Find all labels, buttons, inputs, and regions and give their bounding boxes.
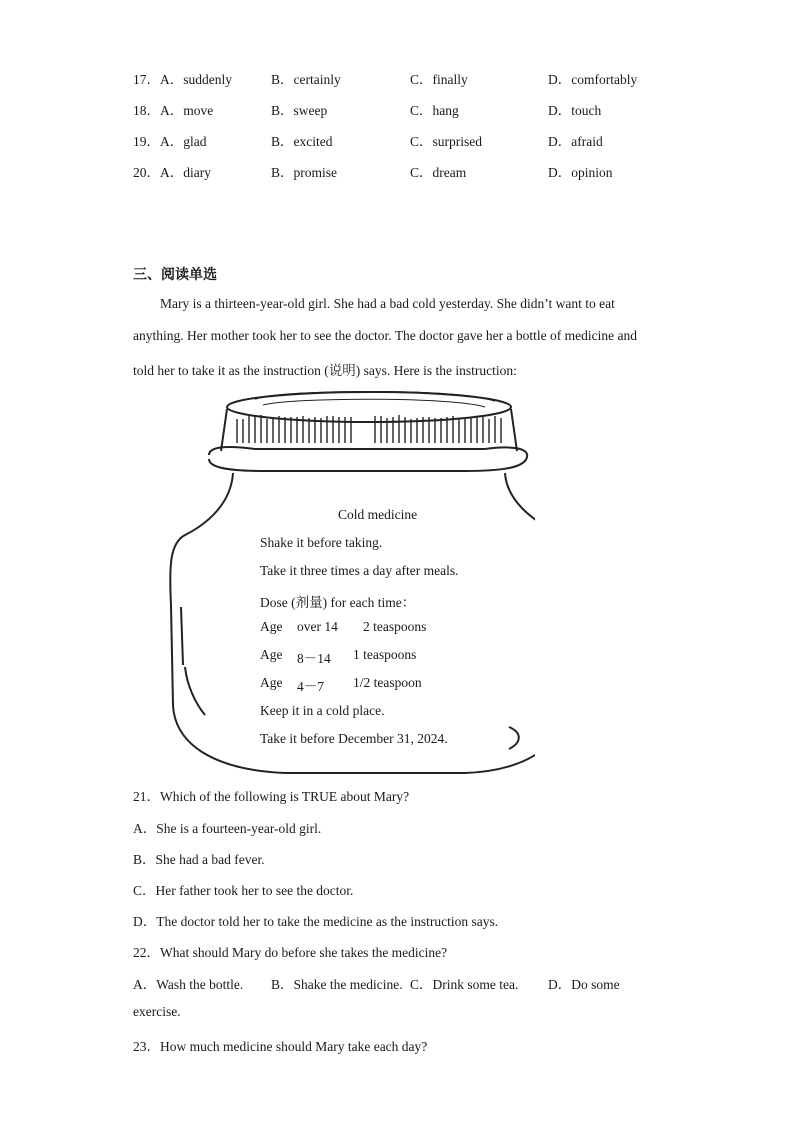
choice-row-19: [133, 130, 693, 150]
question-21-option-b: B．She had a bad fever.: [133, 852, 265, 867]
jar-text-line: Take it three times a day after meals.: [260, 563, 459, 578]
option-d: D．comfortably: [548, 72, 638, 87]
option-b: B．sweep: [271, 103, 328, 118]
dose-row: Age 4－7 1/2 teaspoon: [260, 675, 422, 694]
option-c: C．finally: [410, 72, 468, 87]
option-a: 18．A．move: [133, 103, 214, 118]
question-22-option-a: A．Wash the bottle.: [133, 977, 244, 992]
medicine-jar-illustration: [165, 385, 535, 775]
question-22-option-d: D．Do some: [548, 977, 620, 992]
option-d: D．opinion: [548, 165, 613, 180]
passage-line: anything. Her mother took her to see the doctor. The doctor gave her a bottle of medicine and: [133, 328, 637, 343]
jar-text-line: Take it before December 31, 2024.: [260, 731, 448, 746]
option-a: 20．A．diary: [133, 165, 211, 180]
question-22-option-b: B．Shake the medicine.: [271, 977, 403, 992]
passage-line: told her to take it as the instruction (说明) says. Here is the instruction:: [133, 363, 517, 378]
choice-row-18: [133, 99, 693, 119]
jar-text-line: Keep it in a cold place.: [260, 703, 385, 718]
option-b: B．excited: [271, 134, 333, 149]
question-21-option-a: A．She is a fourteen-year-old girl.: [133, 821, 322, 836]
passage-line: Mary is a thirteen-year-old girl. She had a bad cold yesterday. She didn’t want to eat: [160, 296, 615, 311]
choice-row-17: [133, 68, 693, 88]
dose-row: Age 8－14 1 teaspoons: [260, 647, 417, 666]
jar-text-line: Shake it before taking.: [260, 535, 383, 550]
option-b: B．certainly: [271, 72, 341, 87]
question-21-option-c: C．Her father took her to see the doctor.: [133, 883, 354, 898]
option-d: D．touch: [548, 103, 602, 118]
option-c: C．dream: [410, 165, 467, 180]
option-a: 19．A．glad: [133, 134, 207, 149]
jar-text-line: Dose (剂量) for each time：: [260, 595, 416, 610]
option-c: C．surprised: [410, 134, 483, 149]
option-d: D．afraid: [548, 134, 603, 149]
choice-row-20: [133, 161, 693, 181]
option-a: 17．A．suddenly: [133, 72, 232, 87]
question-22-option-c: C．Drink some tea.: [410, 977, 519, 992]
question-21-option-d: D．The doctor told her to take the medicine as the instruction says.: [133, 914, 499, 929]
option-b: B．promise: [271, 165, 338, 180]
question-22-stem: 22．What should Mary do before she takes the medicine?: [133, 945, 448, 960]
question-22-option-d-continued: exercise.: [133, 1004, 181, 1019]
option-c: C．hang: [410, 103, 459, 118]
question-23-stem: 23．How much medicine should Mary take each day?: [133, 1039, 428, 1054]
jar-title: Cold medicine: [338, 507, 418, 522]
question-21-stem: 21．Which of the following is TRUE about Mary?: [133, 789, 410, 804]
dose-row: Age over 14 2 teaspoons: [260, 619, 427, 634]
section-heading: 三、阅读单选: [133, 267, 217, 283]
